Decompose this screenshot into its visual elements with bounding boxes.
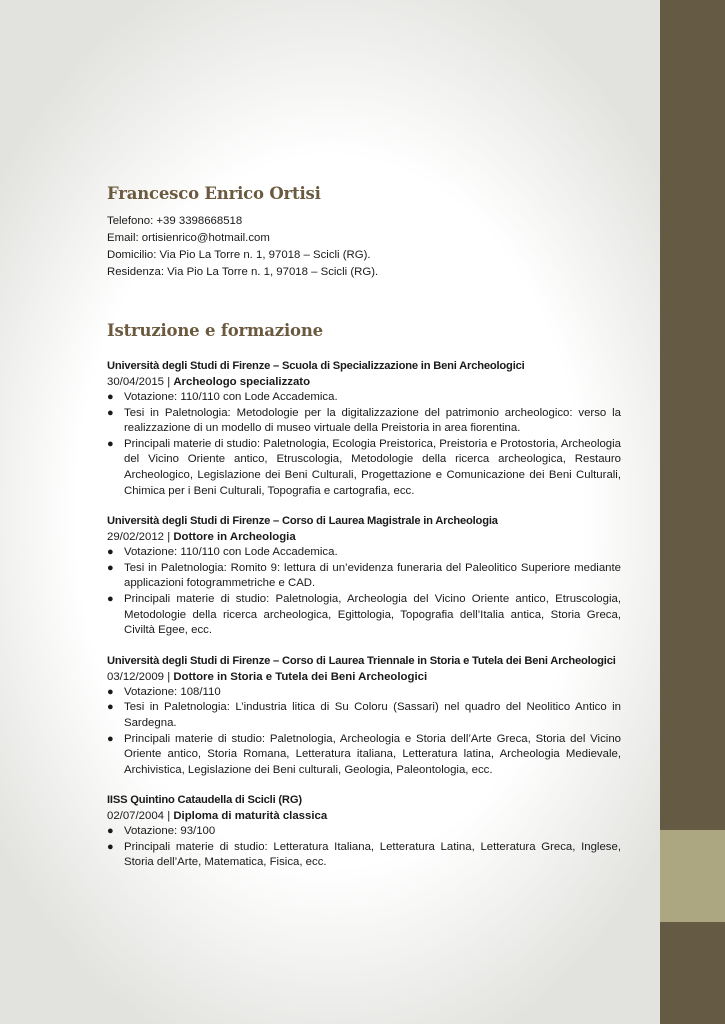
entry-institution: Università degli Studi di Firenze – Corso di Laurea Triennale in Storia e Tutela dei Beni Archeologici	[107, 654, 616, 667]
list-item: ● Tesi in Paletnologia: Metodologie per la digitalizzazione del patrimonio archeologico: verso la realizzazione di un modello di museo virtuale della Preistoria in area fiorentina.	[107, 406, 621, 435]
entry-separator: |	[167, 376, 171, 388]
education-entry	[107, 358, 621, 499]
education-entry	[107, 792, 621, 871]
contact-block	[107, 213, 621, 281]
list-item: ● Votazione: 108/110	[107, 685, 621, 701]
entry-bullets	[107, 685, 621, 779]
entry-degree: Diploma di maturità classica	[173, 810, 328, 823]
entry-date: 02/07/2004	[107, 810, 165, 823]
contact-residence: Residenza: Via Pio La Torre n. 1, 97018 – Scicli (RG).	[107, 266, 379, 278]
bullet-icon: ●	[107, 840, 114, 853]
entry-separator: |	[167, 670, 171, 683]
entry-date-line	[107, 669, 621, 685]
bullet-icon: ●	[107, 825, 114, 838]
sidebar-band-top	[660, 0, 725, 830]
list-item: ● Principali materie di studio: Paletnologia, Ecologia Preistorica, Preistoria e Protostoria, Archeologia del Vicino Oriente antico, Etruscologia, Metodologie della ricerca archeologica, Restauro Archeologico, Legislazione dei Beni Culturali, Progettazione e Comunicazione dei Beni Culturali, Chimica per i Beni Culturali, Topografia e cartografia, ecc.	[107, 437, 622, 497]
entry-separator: |	[167, 810, 171, 823]
bullet-icon: ●	[107, 546, 114, 559]
bullet-icon: ●	[107, 701, 114, 714]
entry-institution: Università degli Studi di Firenze – Corso di Laurea Magistrale in Archeologia	[107, 515, 498, 528]
entry-date: 29/02/2012	[107, 531, 165, 544]
entry-institution: Università degli Studi di Firenze – Scuola di Specializzazione in Beni Archeologici	[107, 360, 525, 372]
entry-bullets	[107, 824, 621, 871]
bullet-icon: ●	[107, 592, 114, 605]
bullet-icon: ●	[107, 391, 114, 403]
entry-bullets	[107, 545, 621, 639]
entry-date-line	[107, 529, 621, 545]
list-item: ● Principali materie di studio: Paletnologia, Archeologia e Storia dell’Arte Greca, Storia del Vicino Oriente antico, Storia Romana, Letteratura italiana, Letteratura latina, Archeologia Medievale, Archivistica, Legislazione dei Beni culturali, Geologia, Paleontologia, ecc.	[107, 732, 621, 776]
list-item: ● Tesi in Paletnologia: Romito 9: lettura di un’evidenza funeraria del Paleolitico Superiore mediante applicazioni fotogrammetriche e CAD.	[107, 561, 621, 590]
education-entry	[107, 653, 621, 779]
entry-date-line	[107, 374, 621, 390]
list-item: ● Votazione: 110/110 con Lode Accademica.	[107, 390, 621, 406]
entry-degree: Dottore in Archeologia	[173, 531, 296, 544]
bullet-icon: ●	[107, 406, 114, 419]
sidebar-band-bottom	[660, 922, 725, 1024]
entry-date-line	[107, 808, 621, 824]
list-item: ● Principali materie di studio: Letteratura Italiana, Letteratura Latina, Letteratura Greca, Inglese, Storia dell’Arte, Matematica, Fisica, ecc.	[107, 840, 621, 869]
entry-bullets	[107, 390, 621, 499]
person-name: Francesco Enrico Ortisi	[107, 184, 321, 203]
list-item: ● Principali materie di studio: Paletnologia, Archeologia del Vicino Oriente antico, Etruscologia, Metodologie della ricerca archeologica, Egittologia, Topografia dell’Italia antica, Storia Greca, Civiltà Egee, ecc.	[107, 592, 621, 637]
entry-separator: |	[167, 531, 171, 544]
cv-content	[107, 184, 621, 885]
contact-domicile: Domicilio: Via Pio La Torre n. 1, 97018 – Scicli (RG).	[107, 249, 371, 261]
bullet-icon: ●	[107, 685, 114, 698]
bullet-icon: ●	[107, 437, 114, 450]
section-title-education: Istruzione e formazione	[107, 321, 323, 340]
list-item: ● Votazione: 110/110 con Lode Accademica.	[107, 545, 621, 561]
entry-degree: Dottore in Storia e Tutela dei Beni Archeologici	[173, 670, 428, 683]
contact-phone: Telefono: +39 3398668518	[107, 215, 243, 227]
bullet-icon: ●	[107, 732, 114, 745]
entry-institution: IISS Quintino Cataudella di Scicli (RG)	[107, 794, 302, 807]
contact-email: Email: ortisienrico@hotmail.com	[107, 232, 270, 244]
entry-date: 30/04/2015	[107, 376, 165, 388]
bullet-icon: ●	[107, 561, 114, 574]
entry-degree: Archeologo specializzato	[173, 376, 311, 388]
sidebar-band-accent	[660, 830, 725, 922]
entry-date: 03/12/2009	[107, 670, 165, 683]
education-entry	[107, 513, 621, 639]
list-item: ● Tesi in Paletnologia: L’industria litica di Su Coloru (Sassari) nel quadro del Neolitico Antico in Sardegna.	[107, 701, 621, 729]
list-item: ● Votazione: 93/100	[107, 824, 621, 840]
